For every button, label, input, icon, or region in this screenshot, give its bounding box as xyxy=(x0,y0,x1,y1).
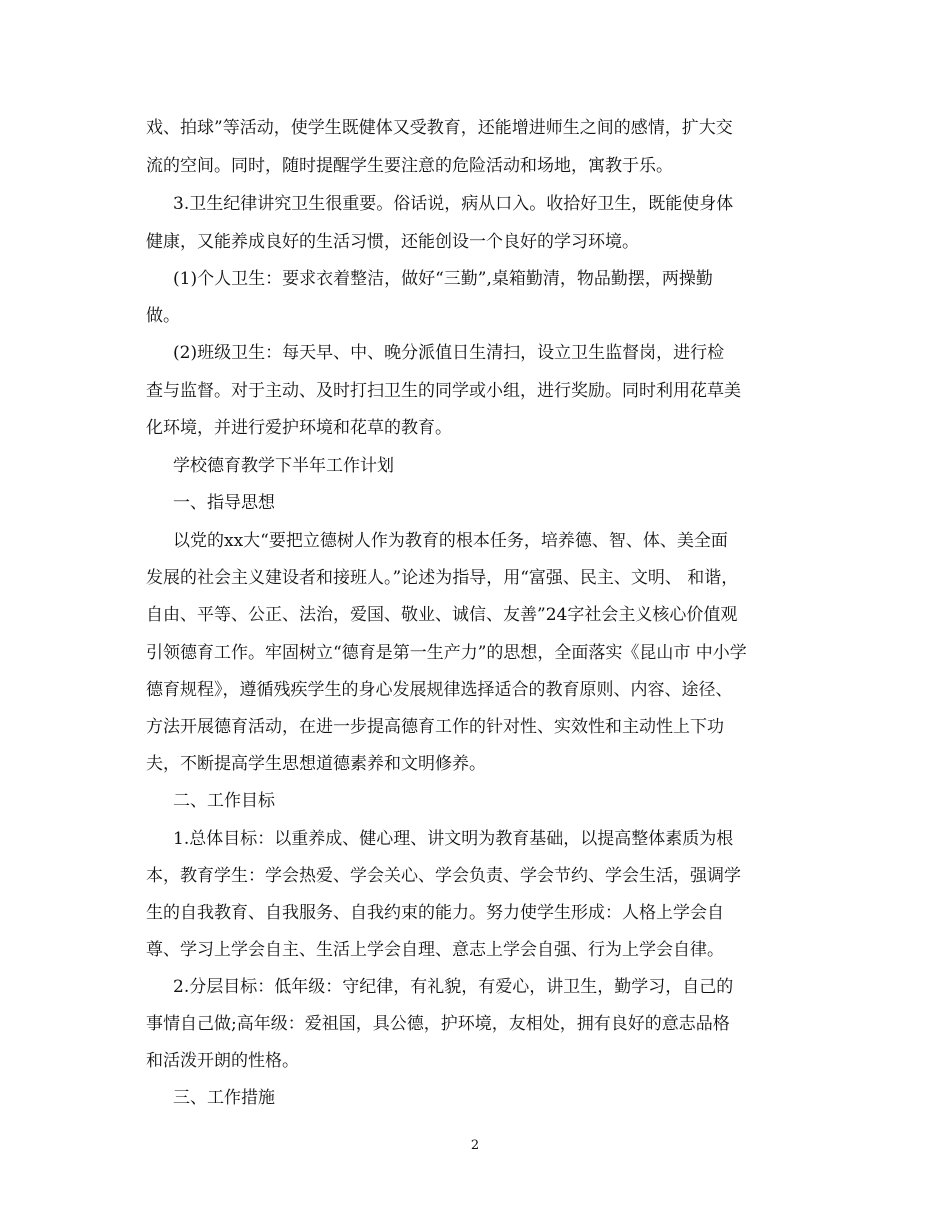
text-line: 本，教育学生：学会热爱、学会关心、学会负责、学会节约、学会生活，强调学 xyxy=(146,866,741,886)
section-title: 学校德育教学下半年工作计划 xyxy=(173,456,394,476)
text-line: 方法开展德育活动，在进一步提高德育工作的针对性、实效性和主动性上下功 xyxy=(146,717,724,737)
section-heading: 二、工作目标 xyxy=(173,791,275,811)
section-heading: 一、指导思想 xyxy=(173,493,275,513)
text-line: 德育规程》，遵循残疾学生的身心发展规律选择适合的教育原则、内容、途径、 xyxy=(146,680,733,700)
text-line: 化环境，并进行爱护环境和花草的教育。 xyxy=(146,418,452,438)
text-line: 和活泼开朗的性格。 xyxy=(146,1051,299,1071)
text-line: 夫，不断提高学生思想道德素养和文明修养。 xyxy=(146,754,486,774)
text-line: 1.总体目标：以重养成、健心理、讲文明为教育基础，以提高整体素质为根 xyxy=(173,829,734,849)
text-line: 做。 xyxy=(146,306,180,326)
text-line: 以党的xx大“要把立德树人作为教育的根本任务，培养德、智、体、美全面 xyxy=(173,531,728,551)
section-heading: 三、工作措施 xyxy=(173,1088,275,1108)
text-line: (2)班级卫生：每天早、中、晚分派值日生清扫，设立卫生监督岗，进行检 xyxy=(173,343,725,363)
text-line: (1)个人卫生：要求衣着整洁，做好“三勤”,桌箱勤清，物品勤摆，两操勤 xyxy=(173,269,713,289)
text-line: 2.分层目标：低年级：守纪律，有礼貌，有爱心，讲卫生，勤学习，自己的 xyxy=(173,977,734,997)
text-line: 3.卫生纪律讲究卫生很重要。俗话说，病从口入。收拾好卫生，既能使身体 xyxy=(173,194,734,214)
text-line: 查与监督。对于主动、及时打扫卫生的同学或小组，进行奖励。同时利用花草美 xyxy=(146,381,741,401)
text-line: 发展的社会主义建设者和接班人。”论述为指导，用“富强、民主、文明、 和谐， xyxy=(146,568,739,588)
text-line: 健康，又能养成良好的生活习惯，还能创设一个良好的学习环境。 xyxy=(146,232,639,252)
text-line: 自由、平等、公正、法治，爱国、敬业、诚信、友善”24字社会主义核心价值观 xyxy=(146,605,738,625)
text-line: 流的空间。同时，随时提醒学生要注意的危险活动和场地，寓教于乐。 xyxy=(146,156,673,176)
page-number: 2 xyxy=(470,1138,480,1153)
text-line: 事情自己做;高年级：爱祖国，具公德，护环境，友相处，拥有良好的意志品格 xyxy=(146,1014,730,1034)
text-line: 生的自我教育、自我服务、自我约束的能力。努力使学生形成：人格上学会自 xyxy=(146,903,724,923)
text-line: 戏、拍球”等活动，使学生既健体又受教育，还能增进师生之间的感情，扩大交 xyxy=(146,118,733,138)
text-line: 尊、学习上学会自主、生活上学会自理、意志上学会自强、行为上学会自律。 xyxy=(146,940,724,960)
text-line: 引领德育工作。牢固树立“德育是第一生产力”的思想，全面落实《昆山市 中小学 xyxy=(146,643,747,663)
